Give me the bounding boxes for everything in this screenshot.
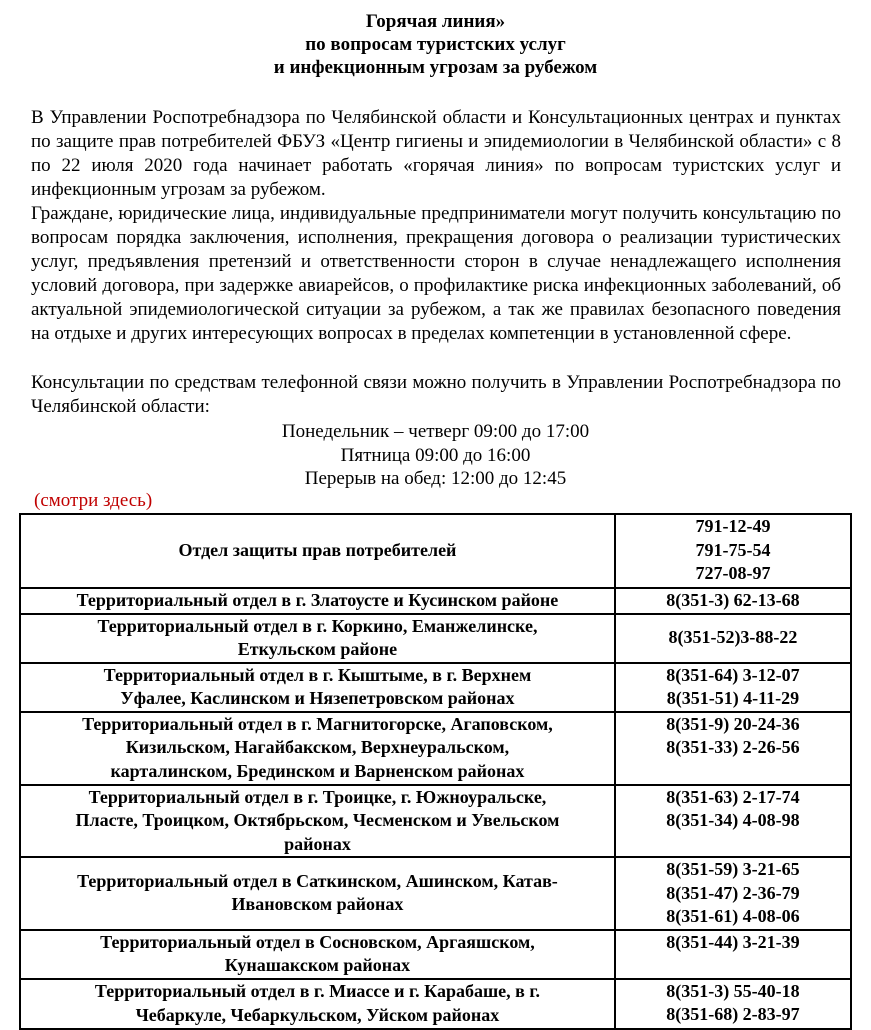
table-row: [20, 712, 851, 785]
intro-paragraph-2: Граждане, юридические лица, индивидуальные предприниматели могут получить консультацию по вопросам порядка заключения, исполнения, прекращения договора о реализации туристических услуг, предъявления претензий и ответственности сторон в случае ненадлежащего исполнения условий договора, при задержке авиарейсов, о профилактике риска инфекционных заболеваний, об актуальной эпидемиологической ситуации за рубежом, а так же правилах безопасного поведения на отдыхе и других интересующих вопросах в пределах компетенции в установленной сфере.: [31, 203, 841, 344]
page-title: [0, 10, 871, 79]
department-name-line: Еткульском районе: [237, 639, 398, 659]
department-name-line: Ивановском районах: [231, 894, 404, 915]
phone-cell: [615, 663, 851, 712]
department-name-line: Территориальный отдел в г. Златоусте и Кусинском районе: [76, 590, 559, 610]
phone-cell: [615, 857, 851, 930]
department-name-line: Кизильском, Нагайбакском, Верхнеуральском,: [125, 737, 510, 758]
phone-number: 791-12-49: [695, 516, 771, 536]
department-name-line: Территориальный отдел в Сосновском, Аргаяшском,: [100, 931, 535, 952]
department-name-line: Территориальный отдел в г. Магнитогорске, Агаповском,: [82, 713, 553, 734]
phone-cell: [615, 712, 851, 785]
phone-number: 8(351-64) 3-12-07: [666, 664, 800, 685]
schedule: [0, 420, 871, 491]
department-cell: [20, 979, 615, 1029]
phone-number: 8(351-59) 3-21-65: [666, 859, 800, 879]
phone-number: 727-08-97: [695, 563, 771, 583]
department-cell: [20, 514, 615, 588]
phone-cell: [615, 785, 851, 858]
department-cell: [20, 588, 615, 614]
phone-number: 8(351-34) 4-08-98: [666, 810, 800, 830]
department-name-line: Территориальный отдел в г. Троицке, г. Южноуральске,: [88, 786, 547, 807]
department-name-line: Пласте, Троицком, Октябрьском, Чесменском и Увельском: [75, 810, 560, 830]
see-here-link[interactable]: (смотри здесь): [34, 490, 153, 511]
table-row: [20, 785, 851, 858]
phone-number: 8(351-47) 2-36-79: [666, 882, 800, 903]
schedule-lunch: Перерыв на обед: 12:00 до 12:45: [304, 468, 567, 489]
table-row: [20, 514, 851, 588]
intro-paragraph-1: В Управлении Роспотребнадзора по Челябинской области и Консультационных центрах и пунктах по защите прав потребителей ФБУЗ «Центр гигиены и эпидемиологии в Челябинской области» с 8 по 22 июля 2020 года начинает работать «горячая линия» по вопросам туристских услуг и инфекционным угрозам за рубежом.: [31, 107, 841, 200]
phone-cell: [615, 614, 851, 663]
title-line: Горячая линия»: [365, 11, 506, 32]
phone-cell: [615, 979, 851, 1029]
phone-number: 8(351-3) 55-40-18: [666, 980, 800, 1001]
department-name-line: Отдел защиты прав потребителей: [178, 540, 457, 561]
title-line: по вопросам туристских услуг: [305, 34, 566, 55]
department-name-line: Кунашакском районах: [224, 955, 411, 975]
contacts-table-body: [20, 514, 851, 1029]
department-cell: [20, 857, 615, 930]
department-cell: [20, 712, 615, 785]
phone-number: 8(351-3) 62-13-68: [666, 590, 800, 610]
department-name-line: Территориальный отдел в Саткинском, Ашинском, Катав-: [77, 870, 558, 891]
phone-cell: [615, 588, 851, 614]
department-name-line: Территориальный отдел в г. Миассе и г. Карабаше, в г.: [94, 981, 541, 1001]
phone-number: 8(351-51) 4-11-29: [666, 688, 800, 708]
phone-number: 8(351-63) 2-17-74: [666, 786, 800, 807]
table-row: [20, 857, 851, 930]
department-name-line: карталинском, Брединском и Варненском районах: [110, 760, 525, 781]
schedule-weekdays: Понедельник – четверг 09:00 до 17:00: [281, 421, 590, 442]
table-row: [20, 614, 851, 663]
table-row: [20, 979, 851, 1029]
phone-number: 8(351-52)3-88-22: [668, 627, 798, 648]
department-cell: [20, 663, 615, 712]
phone-number: 8(351-61) 4-08-06: [666, 906, 800, 926]
department-name-line: Территориальный отдел в г. Коркино, Еманжелинске,: [97, 615, 538, 636]
department-name-line: районах: [284, 833, 351, 854]
department-cell: [20, 785, 615, 858]
phone-number: 8(351-33) 2-26-56: [666, 737, 800, 757]
phone-number: 791-75-54: [695, 539, 771, 560]
table-row: [20, 930, 851, 979]
phone-number: 8(351-44) 3-21-39: [666, 931, 800, 952]
department-name-line: Территориальный отдел в г. Кыштыме, в г. Верхнем: [103, 664, 532, 685]
table-row: [20, 663, 851, 712]
table-row: [20, 588, 851, 614]
department-name-line: Уфалее, Каслинском и Нязепетровском районах: [120, 688, 515, 708]
phone-cell: [615, 930, 851, 979]
phone-number: 8(351-68) 2-83-97: [666, 1004, 800, 1024]
intro-paragraph-3: Консультации по средствам телефонной связи можно получить в Управлении Роспотребнадзора по Челябинской области:: [31, 372, 841, 417]
schedule-friday: Пятница 09:00 до 16:00: [340, 444, 531, 466]
department-cell: [20, 930, 615, 979]
contacts-table: [19, 513, 852, 1030]
department-cell: [20, 614, 615, 663]
department-name-line: Чебаркуле, Чебаркульском, Уйском районах: [135, 1004, 500, 1025]
phone-number: 8(351-9) 20-24-36: [666, 713, 800, 734]
title-line: и инфекционным угрозам за рубежом: [273, 57, 598, 78]
phone-cell: [615, 514, 851, 588]
